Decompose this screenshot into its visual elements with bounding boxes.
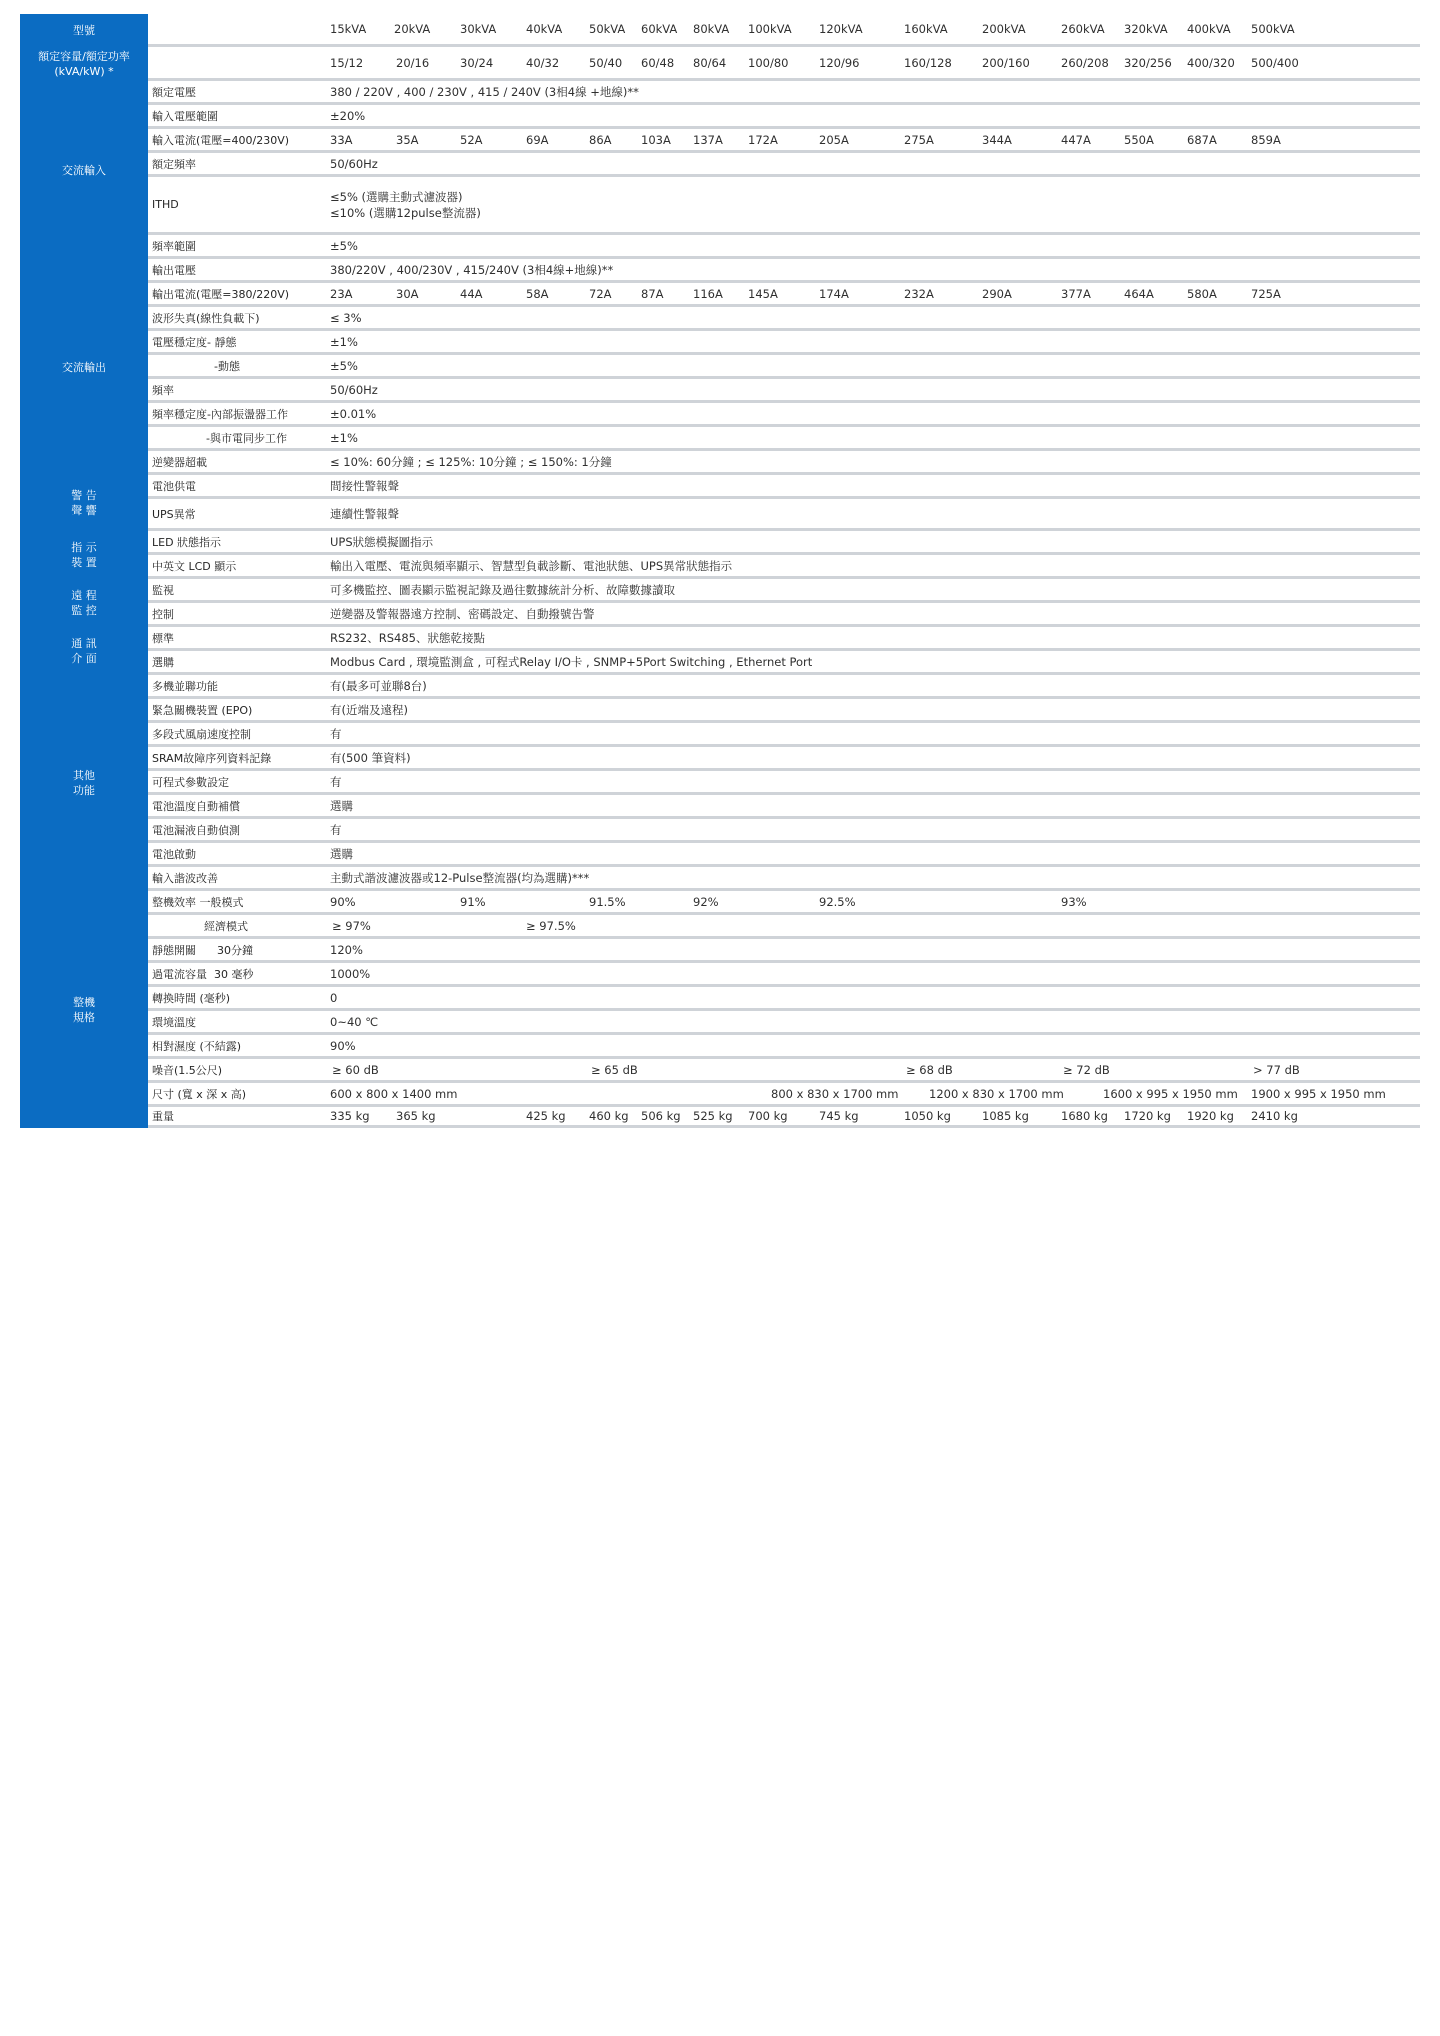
general-noise-row — [148, 1059, 1420, 1083]
row-value: 380/220V , 400/230V , 415/240V (3相4線+地線)** — [330, 262, 614, 277]
capacity-header-cell — [20, 47, 148, 81]
value-cell: 1050 kg — [904, 1109, 951, 1123]
remote-category — [20, 579, 148, 627]
row-label: 選購 — [152, 655, 174, 669]
value-cell: 460 kg — [589, 1109, 629, 1123]
row-label: 轉換時間 (毫秒) — [152, 991, 231, 1005]
row-value: ±5% — [330, 358, 358, 373]
value-cell: ≥ 68 dB — [906, 1062, 953, 1077]
row-value: RS232、RS485、狀態乾接點 — [330, 630, 485, 645]
value-cell: 1900 x 995 x 1950 mm — [1251, 1086, 1386, 1101]
ac-input-voltage-range-row — [148, 105, 1420, 129]
row-value: 間接性警報聲 — [330, 478, 399, 493]
value-cell: 800 x 830 x 1700 mm — [771, 1086, 899, 1101]
row-value: 選購 — [330, 798, 353, 813]
capacity-cell: 120/96 — [819, 55, 860, 70]
capacity-cell: 320/256 — [1124, 55, 1172, 70]
model-cell: 40kVA — [526, 22, 563, 36]
other-title-1: 其他 — [73, 769, 95, 782]
row-label: 經濟模式 — [204, 919, 248, 933]
row-label: 電池溫度自動補償 — [152, 799, 240, 813]
model-header-cell — [20, 14, 148, 47]
row-value: 有(近端及遠程) — [330, 702, 408, 717]
value-cell: 205A — [819, 132, 849, 147]
value-cell: ≥ 72 dB — [1063, 1062, 1110, 1077]
ac-input-rated-freq-row — [148, 153, 1420, 177]
value-cell: 33A — [330, 132, 353, 147]
row-label: 中英文 LCD 顯示 — [152, 559, 237, 573]
row-label: 電壓穩定度- 靜態 — [152, 335, 237, 349]
row-label: 額定電壓 — [152, 85, 196, 99]
capacity-row — [148, 47, 1420, 81]
capacity-unit: (kVA/kW) * — [54, 65, 114, 78]
row-value: 選購 — [330, 846, 353, 861]
alarm-ups-fault-row — [148, 499, 1420, 531]
value-cell: 90% — [330, 894, 356, 909]
row-value: Modbus Card , 環境監測盒 , 可程式Relay I/O卡 , SNMP+5Port Switching , Ethernet Port — [330, 654, 813, 669]
row-label: 輸出電流(電壓=380/220V) — [152, 287, 290, 301]
ac-output-freq-sync-row — [148, 427, 1420, 451]
value-cell: 447A — [1061, 132, 1091, 147]
other-parallel-row — [148, 675, 1420, 699]
value-cell: 275A — [904, 132, 934, 147]
row-value: 逆變器及警報器遠方控制、密碼設定、自動撥號告警 — [330, 606, 595, 621]
row-value: 有(最多可並聯8台) — [330, 678, 427, 693]
row-label: 監視 — [152, 583, 174, 597]
value-cell: 1680 kg — [1061, 1109, 1108, 1123]
row-label: 可程式參數設定 — [152, 775, 229, 789]
row-values — [148, 1083, 1420, 1104]
ac-output-category — [20, 259, 148, 475]
value-cell: 745 kg — [819, 1109, 859, 1123]
general-temp-row — [148, 1011, 1420, 1035]
row-value: 輸出入電壓、電流與頻率顯示、智慧型負載診斷、電池狀態、UPS異常狀態指示 — [330, 558, 733, 573]
model-cell: 160kVA — [904, 22, 948, 36]
capacity-cell: 15/12 — [330, 55, 364, 70]
row-value: ±20% — [330, 108, 366, 123]
row-label: 電池供電 — [152, 479, 196, 493]
general-dimension-row — [148, 1083, 1420, 1107]
value-cell: 425 kg — [526, 1109, 566, 1123]
ithd-value-rectifier: ≤10% (選購12pulse整流器) — [330, 205, 481, 220]
value-cell: ≥ 60 dB — [332, 1062, 379, 1077]
capacity-cell: 260/208 — [1061, 55, 1109, 70]
general-eff-eco-row — [148, 915, 1420, 939]
row-label: 噪音(1.5公尺) — [152, 1063, 223, 1077]
row-value: 0 — [330, 990, 338, 1005]
value-cell: 1920 kg — [1187, 1109, 1234, 1123]
model-label: 型號 — [73, 24, 95, 37]
ithd-value-filter: ≤5% (選購主動式濾波器) — [330, 189, 463, 204]
row-value — [330, 177, 481, 232]
capacity-cell: 100/80 — [748, 55, 789, 70]
comm-title-2: 介 面 — [71, 652, 97, 665]
other-sram-row — [148, 747, 1420, 771]
row-label: 標準 — [152, 631, 174, 645]
row-value: 380 / 220V , 400 / 230V , 415 / 240V (3相4線 +地線)** — [330, 84, 639, 99]
value-cell: 1720 kg — [1124, 1109, 1171, 1123]
row-value: ±5% — [330, 238, 358, 253]
value-cell: ≥ 97% — [332, 918, 371, 933]
row-values — [148, 1059, 1420, 1080]
value-cell: 2410 kg — [1251, 1109, 1298, 1123]
row-label: UPS異常 — [152, 507, 196, 521]
row-label: 靜態開關 30分鐘 — [152, 943, 253, 957]
row-value: 50/60Hz — [330, 382, 378, 397]
row-label: LED 狀態指示 — [152, 535, 222, 549]
value-cell: 87A — [641, 286, 664, 301]
value-cell: 52A — [460, 132, 483, 147]
value-cell: 91% — [460, 894, 486, 909]
model-cell: 200kVA — [982, 22, 1026, 36]
alarm-category — [20, 475, 148, 531]
value-cell: 506 kg — [641, 1109, 681, 1123]
other-cold-start-row — [148, 843, 1420, 867]
other-leak-row — [148, 819, 1420, 843]
row-value: 90% — [330, 1038, 356, 1053]
value-cell: 550A — [1124, 132, 1154, 147]
row-label: 尺寸 (寬 x 深 x 高) — [152, 1087, 247, 1101]
row-value: 主動式諧波濾波器或12-Pulse整流器(均為選購)*** — [330, 870, 590, 885]
row-label: SRAM故障序列資料記錄 — [152, 751, 272, 765]
indicator-title-2: 裝 置 — [71, 556, 97, 569]
row-label: 電池漏液自動偵測 — [152, 823, 240, 837]
value-cell: 35A — [396, 132, 419, 147]
row-label: 頻率 — [152, 383, 174, 397]
row-value: ±0.01% — [330, 406, 377, 421]
row-value: 有(500 筆資料) — [330, 750, 411, 765]
general-transfer-row — [148, 987, 1420, 1011]
alarm-battery-row — [148, 475, 1420, 499]
ac-output-reg-dynamic-row — [148, 355, 1420, 379]
value-cell: 600 x 800 x 1400 mm — [330, 1086, 458, 1101]
value-cell: ≥ 65 dB — [591, 1062, 638, 1077]
ac-input-title: 交流輸入 — [62, 163, 106, 177]
row-label: 輸出電壓 — [152, 263, 196, 277]
general-category — [20, 891, 148, 1128]
model-cell: 60kVA — [641, 22, 678, 36]
model-cell: 100kVA — [748, 22, 792, 36]
row-value: 0~40 ℃ — [330, 1014, 379, 1029]
row-value: ±1% — [330, 430, 358, 445]
capacity-cell: 50/40 — [589, 55, 623, 70]
capacity-label: 額定容量/額定功率 — [38, 50, 130, 63]
row-value: 有 — [330, 726, 342, 741]
value-cell: 464A — [1124, 286, 1154, 301]
row-label: 相對濕度 (不結露) — [152, 1039, 242, 1053]
value-cell: 69A — [526, 132, 549, 147]
comm-standard-row — [148, 627, 1420, 651]
model-row — [148, 14, 1420, 47]
row-label: 過電流容量 30 毫秒 — [152, 967, 254, 981]
row-label: 整機效率 一般模式 — [152, 895, 244, 909]
remote-title-2: 監 控 — [71, 604, 97, 617]
ac-output-reg-static-row — [148, 331, 1420, 355]
row-value: 連續性警報聲 — [330, 506, 399, 521]
row-value: ±1% — [330, 334, 358, 349]
capacity-cell: 60/48 — [641, 55, 675, 70]
other-param-row — [148, 771, 1420, 795]
row-values — [148, 283, 1420, 304]
value-cell: 30A — [396, 286, 419, 301]
ac-input-category — [20, 81, 148, 259]
value-cell: 1600 x 995 x 1950 mm — [1103, 1086, 1238, 1101]
model-cell: 260kVA — [1061, 22, 1105, 36]
ac-input-current-row — [148, 129, 1420, 153]
row-value: 可多機監控、圖表顯示監視記錄及過往數據統計分析、故障數據讀取 — [330, 582, 675, 597]
value-cell: 145A — [748, 286, 778, 301]
row-label: 輸入電流(電壓=400/230V) — [152, 133, 290, 147]
row-label: 頻率範圍 — [152, 239, 196, 253]
ac-input-freq-range-row — [148, 235, 1420, 259]
row-label: 逆變器超載 — [152, 455, 207, 469]
value-cell: 377A — [1061, 286, 1091, 301]
row-label: 波形失真(線性負載下) — [152, 311, 260, 325]
value-cell: 525 kg — [693, 1109, 733, 1123]
comm-category — [20, 627, 148, 675]
row-label: 重量 — [152, 1110, 174, 1123]
other-temp-comp-row — [148, 795, 1420, 819]
row-value: 50/60Hz — [330, 156, 378, 171]
general-humidity-row — [148, 1035, 1420, 1059]
row-label: 環境溫度 — [152, 1015, 196, 1029]
remote-monitor-row — [148, 579, 1420, 603]
capacity-cell: 20/16 — [396, 55, 430, 70]
ac-output-current-row — [148, 283, 1420, 307]
row-label: 電池啟動 — [152, 847, 196, 861]
capacity-cell: 30/24 — [460, 55, 494, 70]
other-fan-row — [148, 723, 1420, 747]
value-cell: 44A — [460, 286, 483, 301]
capacity-cell: 400/320 — [1187, 55, 1235, 70]
value-cell: 1200 x 830 x 1700 mm — [929, 1086, 1064, 1101]
value-cell: 290A — [982, 286, 1012, 301]
value-cell: 687A — [1187, 132, 1217, 147]
spec-table — [20, 14, 1420, 1128]
value-cell: 335 kg — [330, 1109, 370, 1123]
capacity-cell: 160/128 — [904, 55, 952, 70]
row-value: UPS狀態模擬圖指示 — [330, 534, 434, 549]
value-cell: 859A — [1251, 132, 1281, 147]
value-cell: 580A — [1187, 286, 1217, 301]
row-value: ≤ 10%: 60分鐘 ; ≤ 125%: 10分鐘 ; ≤ 150%: 1分鐘 — [330, 454, 612, 469]
model-values — [148, 14, 1420, 44]
value-cell: 72A — [589, 286, 612, 301]
row-value: ≤ 3% — [330, 310, 362, 325]
row-values — [148, 891, 1420, 912]
ac-output-thd-row — [148, 307, 1420, 331]
indicator-lcd-row — [148, 555, 1420, 579]
model-cell: 320kVA — [1124, 22, 1168, 36]
ac-output-overload-row — [148, 451, 1420, 475]
capacity-cell: 500/400 — [1251, 55, 1299, 70]
value-cell: 1085 kg — [982, 1109, 1029, 1123]
indicator-led-row — [148, 531, 1420, 555]
model-cell: 120kVA — [819, 22, 863, 36]
row-label: -與市電同步工作 — [206, 431, 287, 445]
model-cell: 80kVA — [693, 22, 730, 36]
ac-input-rated-voltage-row — [148, 81, 1420, 105]
model-cell: 400kVA — [1187, 22, 1231, 36]
alarm-title-1: 警 告 — [71, 489, 97, 502]
row-values — [148, 129, 1420, 150]
ac-output-title: 交流輸出 — [62, 360, 106, 374]
row-label: 額定頻率 — [152, 157, 196, 171]
remote-title-1: 遠 程 — [71, 589, 97, 602]
row-label: -動態 — [214, 359, 240, 373]
value-cell: 725A — [1251, 286, 1281, 301]
row-label: 輸入電壓範圍 — [152, 109, 218, 123]
general-bypass-row — [148, 939, 1420, 963]
row-label: 頻率穩定度-內部振盪器工作 — [152, 407, 288, 421]
row-label: 控制 — [152, 607, 174, 621]
comm-title-1: 通 訊 — [71, 637, 97, 650]
remote-control-row — [148, 603, 1420, 627]
value-cell: 232A — [904, 286, 934, 301]
indicator-category — [20, 531, 148, 579]
row-label: 緊急關機裝置 (EPO) — [152, 703, 253, 717]
value-cell: 103A — [641, 132, 671, 147]
row-value: 有 — [330, 822, 342, 837]
row-value: 有 — [330, 774, 342, 789]
capacity-values — [148, 47, 1420, 78]
value-cell: 174A — [819, 286, 849, 301]
row-values — [148, 1107, 1420, 1125]
value-cell: 172A — [748, 132, 778, 147]
value-cell: 137A — [693, 132, 723, 147]
value-cell: > 77 dB — [1253, 1062, 1300, 1077]
capacity-cell: 80/64 — [693, 55, 727, 70]
capacity-cell: 200/160 — [982, 55, 1030, 70]
general-weight-row — [148, 1107, 1420, 1128]
model-cell: 500kVA — [1251, 22, 1295, 36]
value-cell: 700 kg — [748, 1109, 788, 1123]
model-cell: 50kVA — [589, 22, 626, 36]
row-value: 1000% — [330, 966, 371, 981]
value-cell: 86A — [589, 132, 612, 147]
row-label: 多段式風扇速度控制 — [152, 727, 251, 741]
row-value: 120% — [330, 942, 363, 957]
ac-output-freq-internal-row — [148, 403, 1420, 427]
other-harmonic-row — [148, 867, 1420, 891]
alarm-title-2: 聲 響 — [71, 504, 97, 517]
value-cell: 344A — [982, 132, 1012, 147]
value-cell: 58A — [526, 286, 549, 301]
ac-output-voltage-row — [148, 259, 1420, 283]
model-cell: 20kVA — [394, 22, 431, 36]
row-values — [148, 915, 1420, 936]
other-epo-row — [148, 699, 1420, 723]
value-cell: ≥ 97.5% — [526, 918, 576, 933]
value-cell: 23A — [330, 286, 353, 301]
general-eff-normal-row — [148, 891, 1420, 915]
value-cell: 92% — [693, 894, 719, 909]
general-title-1: 整機 — [73, 995, 95, 1009]
general-title-2: 規格 — [73, 1010, 95, 1024]
value-cell: 92.5% — [819, 894, 856, 909]
model-cell: 30kVA — [460, 22, 497, 36]
row-label: 輸入諧波改善 — [152, 871, 218, 885]
general-overcurrent-row — [148, 963, 1420, 987]
other-title-2: 功能 — [73, 784, 95, 797]
value-cell: 116A — [693, 286, 723, 301]
row-label: ITHD — [152, 198, 179, 211]
value-cell: 93% — [1061, 894, 1087, 909]
capacity-cell: 40/32 — [526, 55, 560, 70]
model-cell: 15kVA — [330, 22, 367, 36]
indicator-title-1: 指 示 — [71, 541, 97, 554]
value-cell: 365 kg — [396, 1109, 436, 1123]
ac-input-ithd-row — [148, 177, 1420, 235]
row-label: 多機並聯功能 — [152, 679, 218, 693]
other-category — [20, 675, 148, 891]
ac-output-freq-row — [148, 379, 1420, 403]
comm-optional-row — [148, 651, 1420, 675]
value-cell: 91.5% — [589, 894, 626, 909]
